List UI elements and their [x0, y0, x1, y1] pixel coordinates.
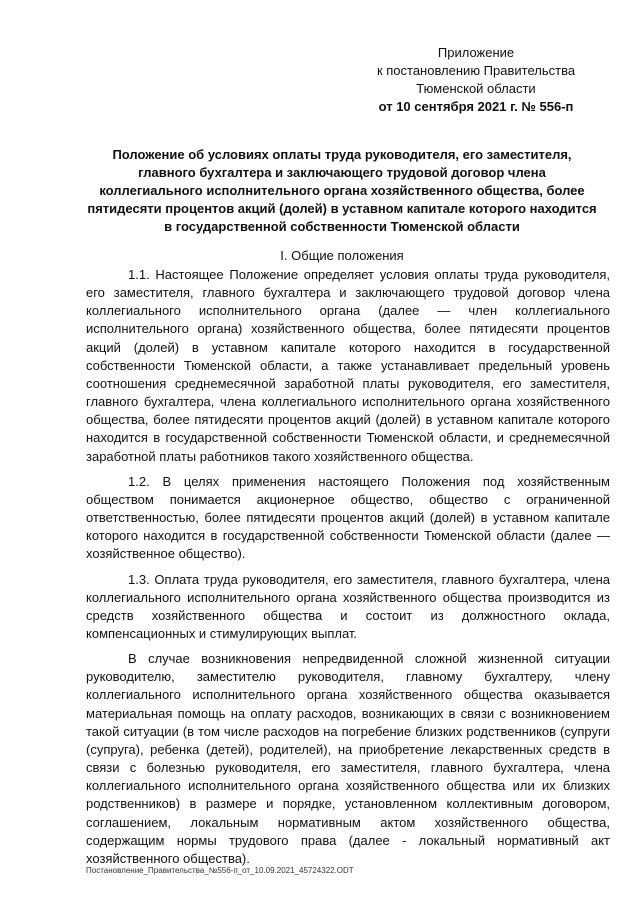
decree-date-number: от 10 сентября 2021 г. № 556-п [378, 99, 574, 114]
document-body [86, 266, 610, 875]
appendix-line: Тюменской области [416, 81, 536, 96]
paragraph-material-aid: В случае возникновения непредвиденной сложной жизненной ситуации руководителю, заместителю руководителя, главному бухгалтеру, члену коллегиального исполнительного органа хозяйственного общества оказывается материальная помощь на оплату расходов, возникающих в связи с возникновением такой ситуации (в том числе расходов на погребение близких родственников (супруги (супруга), ребенка (детей), родителей), на приобретение лекарственных средств в связи с болезнью руководителя, его заместителя, главного бухгалтера, члена коллегиального исполнительного органа хозяйственного общества или их близких родственников) в размере и порядке, установленном коллективным договором, соглашением, локальным нормативным актом хозяйственного общества, содержащим нормы трудового права (далее - локальный нормативный акт хозяйственного общества). [86, 651, 610, 866]
section-heading: I. Общие положения [280, 248, 404, 263]
appendix-line: к постановлению Правительства [376, 63, 576, 78]
paragraph-1-2: 1.2. В целях применения настоящего Положения под хозяйственным обществом понимается акционерное общество, общество с ограниченной ответственностью, более пятидесяти процентов акций (долей) в уставном капитале которого находится в государственной собственности Тюменской области (далее — хозяйственное общество). [86, 473, 610, 562]
document-title: Положение об условиях оплаты труда руководителя, его заместителя, главного бухгалтера и заключающего трудовой договор члена коллегиального исполнительного органа хозяйственного общества, более пятидесяти процентов акций (долей) в уставном капитале которого находится в государственной собственности Тюменской области [87, 147, 597, 234]
paragraph-1-1: 1.1. Настоящее Положение определяет условия оплаты труда руководителя, его заместителя, главного бухгалтера и заключающего трудовой договор члена коллегиального исполнительного органа (далее — член коллегиального исполнительного органа) хозяйственного общества, более пятидесяти процентов акций (долей) в уставном капитале которого находится в государственной собственности Тюменской области, а также устанавливает предельный уровень соотношения среднемесячной заработной платы руководителя, его заместителя, главного бухгалтера, члена коллегиального исполнительного органа хозяйственного общества, более пятидесяти процентов акций (долей) в уставном капитале которого находится в государственной собственности Тюменской области, и среднемесячной заработной платы работников такого хозяйственного общества. [86, 267, 610, 464]
appendix-line: Приложение [437, 45, 515, 60]
appendix-block [360, 44, 592, 116]
footer-filename: Постановление_Правительства_№556-п_от_10.09.2021_45724322.ODT [86, 866, 354, 875]
paragraph-1-3: 1.3. Оплата труда руководителя, его заместителя, главного бухгалтера, члена коллегиального исполнительного органа хозяйственного общества производится из средств хозяйственного общества и состоит из должностного оклада, компенсационных и стимулирующих выплат. [86, 571, 610, 641]
